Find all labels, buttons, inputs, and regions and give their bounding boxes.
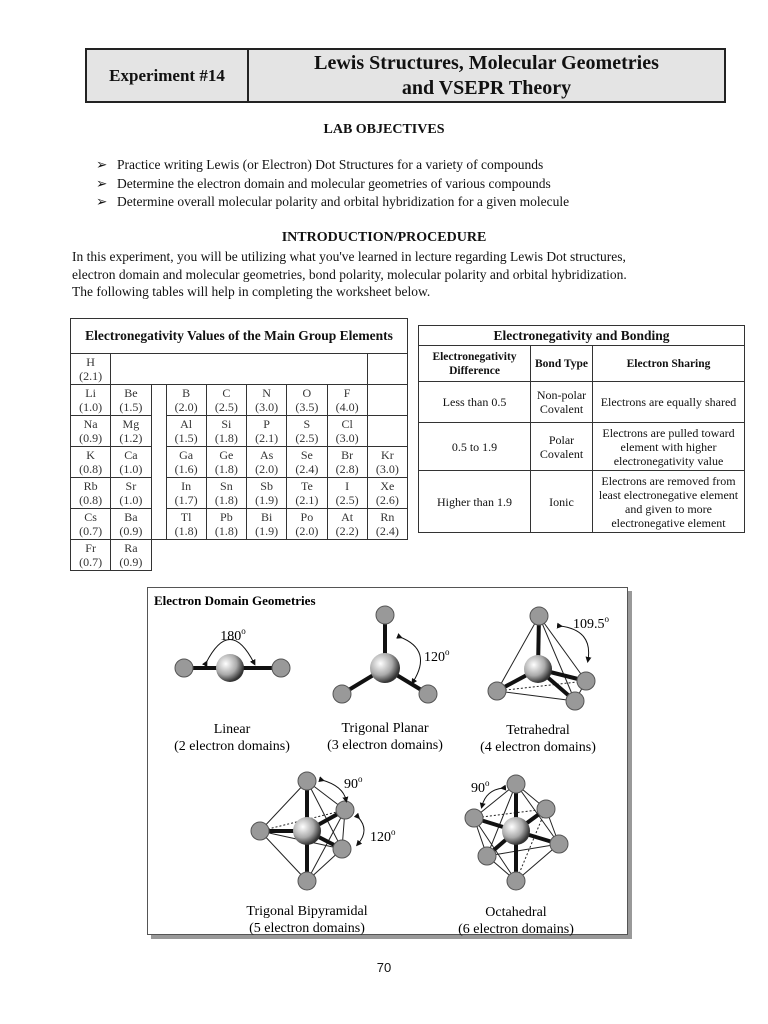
element-cell [327,509,367,540]
element-symbol: Ge [219,448,234,462]
element-cell [247,385,287,416]
column-header: Bond Type [531,346,593,382]
element-symbol: Ga [179,448,194,462]
element-electronegativity: (3.0) [375,462,399,476]
geometry-name: Octahedral [485,905,547,920]
element-cell [327,385,367,416]
element-symbol: B [182,386,191,400]
angle-label: 90$^o$ [471,778,490,796]
page-number: 70 [376,960,392,975]
table-cell: Ionic [531,471,593,533]
experiment-title [249,50,724,101]
element-electronegativity: (1.6) [174,462,198,476]
element-symbol: O [302,386,312,400]
arrow-bullet-icon: ➢ [96,176,108,191]
element-symbol: In [181,479,192,493]
geometry-domains: (5 electron domains) [249,921,365,936]
element-electronegativity: (2.1) [295,493,319,507]
table-cell: Polar Covalent [531,423,593,471]
element-electronegativity: (1.9) [255,493,279,507]
element-symbol: S [303,417,311,431]
element-symbol: Be [124,386,138,400]
intro-paragraph: In this experiment, you will be utilizing what you've learned in lecture regarding Lewis Dot structures, electron domain and molecular geometries, bond polarity, molecular polarity and orbital hybridization. The following tables will help in completing the worksheet below. [72,249,627,299]
element-electronegativity: (0.9) [119,555,143,569]
table-row [71,416,408,447]
element-cell [166,478,206,509]
element-symbol: K [86,448,95,462]
element-electronegativity: (2.4) [295,462,319,476]
element-symbol: Te [300,479,313,493]
element-cell [71,416,111,447]
element-electronegativity: (0.8) [79,462,103,476]
geometry-name: Linear [213,722,251,737]
element-electronegativity: (2.6) [375,493,399,507]
element-symbol: Bi [260,510,273,524]
element-cell [287,509,327,540]
table-row [71,540,408,571]
element-cell [247,416,287,447]
element-electronegativity: (2.1) [79,369,103,383]
element-symbol: Br [341,448,354,462]
table-cell: Electrons are equally shared [593,382,745,423]
element-cell [166,385,206,416]
element-electronegativity: (2.5) [214,400,238,414]
electronegativity-bonding-table [418,325,745,533]
objective-item: ➢ Determine overall molecular polarity and orbital hybridization for a given molecule [96,194,570,209]
element-electronegativity: (1.9) [255,524,279,538]
element-symbol: Fr [85,541,96,555]
element-cell [111,447,151,478]
element-cell [111,540,151,571]
element-symbol: Ca [124,448,138,462]
table-title: Electronegativity and Bonding [419,326,745,346]
element-electronegativity: (3.0) [335,431,359,445]
element-electronegativity: (1.5) [119,400,143,414]
element-cell [287,385,327,416]
element-symbol: Sn [220,479,233,493]
table-row [71,354,408,385]
element-electronegativity: (0.8) [79,493,103,507]
element-symbol: Al [180,417,193,431]
element-symbol: Ra [124,541,138,555]
element-symbol: Cl [341,417,353,431]
element-cell [71,447,111,478]
element-symbol: Sr [125,479,137,493]
element-electronegativity: (3.5) [295,400,319,414]
element-electronegativity: (3.0) [255,400,279,414]
element-electronegativity: (1.5) [174,431,198,445]
element-symbol: Kr [381,448,394,462]
column-header-row [419,346,745,382]
lab-objectives-heading: LAB OBJECTIVES [323,122,445,137]
element-symbol: Se [300,448,313,462]
geometry-name: Trigonal Bipyramidal [246,904,368,919]
element-cell [287,447,327,478]
experiment-number: Experiment #14 [87,50,249,101]
table-cell: 0.5 to 1.9 [419,423,531,471]
geometries-title: Electron Domain Geometries [154,593,316,608]
table-row [419,382,745,423]
element-electronegativity: (2.4) [375,524,399,538]
element-symbol: Pb [220,510,233,524]
element-symbol: Ba [124,510,138,524]
element-symbol: At [341,510,354,524]
element-cell [71,385,111,416]
element-cell [327,478,367,509]
arrow-bullet-icon: ➢ [96,157,108,172]
objective-item: ➢ Practice writing Lewis (or Electron) Dot Structures for a variety of compounds [96,157,544,172]
table-title-row [419,326,745,346]
linear-geometry [174,626,290,754]
element-cell [71,509,111,540]
element-electronegativity: (2.5) [335,493,359,507]
element-symbol: F [343,386,351,400]
element-symbol: I [345,479,350,493]
table-title-row [71,319,408,354]
element-electronegativity: (2.0) [174,400,198,414]
element-electronegativity: (1.2) [119,431,143,445]
geometry-name: Tetrahedral [506,723,570,738]
element-cell [287,478,327,509]
element-electronegativity: (1.0) [119,493,143,507]
element-electronegativity: (2.1) [255,431,279,445]
element-symbol: P [263,417,270,431]
element-electronegativity: (1.8) [214,462,238,476]
table-cell: Electrons are pulled toward element with higher electronegativity value [593,423,745,471]
element-cell [111,478,151,509]
element-cell [206,509,246,540]
trigonal-planar-geometry [327,606,450,753]
element-electronegativity: (1.0) [79,400,103,414]
tetrahedral-geometry [480,607,609,755]
element-cell [247,447,287,478]
element-cell [206,385,246,416]
experiment-header [85,48,726,103]
title-line-1: Lewis Structures, Molecular Geometries [314,51,659,74]
trigonal-bipyramidal-geometry [246,772,396,936]
element-electronegativity: (2.0) [295,524,319,538]
element-electronegativity: (1.8) [214,493,238,507]
geometry-domains: (6 electron domains) [458,922,574,936]
element-symbol: Si [221,417,232,431]
element-electronegativity: (2.8) [335,462,359,476]
table-row [71,447,408,478]
element-cell [367,447,407,478]
objective-item: ➢ Determine the electron domain and molecular geometries of various compounds [96,176,551,191]
element-cell [71,540,111,571]
table-cell: Less than 0.5 [419,382,531,423]
element-cell [111,385,151,416]
element-symbol: C [222,386,231,400]
table-row [71,478,408,509]
element-electronegativity: (1.8) [174,524,198,538]
element-cell [247,478,287,509]
element-symbol: Sb [260,479,273,493]
geometry-name: Trigonal Planar [341,721,429,736]
octahedral-geometry [458,775,574,936]
intro-heading: INTRODUCTION/PROCEDURE [281,230,487,245]
element-cell [367,509,407,540]
table-cell: Higher than 1.9 [419,471,531,533]
element-symbol: Rb [83,479,98,493]
table-row [419,423,745,471]
element-cell [327,447,367,478]
element-cell [166,447,206,478]
element-electronegativity: (0.9) [79,431,103,445]
element-cell [111,509,151,540]
title-line-2: and VSEPR Theory [401,76,572,99]
element-electronegativity: (1.8) [214,431,238,445]
geometry-domains: (2 electron domains) [174,739,290,754]
element-cell [71,478,111,509]
table-row [419,471,745,533]
electronegativity-table [70,318,408,571]
element-cell [111,416,151,447]
element-symbol: Mg [122,417,140,431]
element-cell [206,478,246,509]
element-cell [367,478,407,509]
element-symbol: Po [300,510,314,524]
element-symbol: H [86,355,95,369]
arrow-bullet-icon: ➢ [96,194,108,209]
element-electronegativity: (2.0) [255,462,279,476]
angle-label: 120$^o$ [370,827,396,845]
element-cell [287,416,327,447]
element-symbol: Rn [380,510,395,524]
element-symbol: Tl [180,510,192,524]
element-cell [206,416,246,447]
table-cell: Non-polar Covalent [531,382,593,423]
geometry-domains: (3 electron domains) [327,738,443,753]
element-electronegativity: (0.7) [79,524,103,538]
element-electronegativity: (2.2) [335,524,359,538]
element-symbol: Xe [380,479,395,493]
element-electronegativity: (1.8) [214,524,238,538]
angle-label: 120$^o$ [424,647,450,665]
element-electronegativity: (2.5) [295,431,319,445]
element-electronegativity: (1.0) [119,462,143,476]
element-cell [71,354,111,385]
element-symbol: N [262,386,271,400]
element-electronegativity: (4.0) [335,400,359,414]
element-cell [327,416,367,447]
element-cell [206,447,246,478]
table-row [71,509,408,540]
element-electronegativity: (0.7) [79,555,103,569]
element-electronegativity: (0.9) [119,524,143,538]
element-symbol: Li [85,386,96,400]
table-cell: Electrons are removed from least electronegative element and given to more electronegative element [593,471,745,533]
element-symbol: As [259,448,274,462]
electron-domain-geometries-figure [147,587,628,935]
geometry-domains: (4 electron domains) [480,740,596,755]
angle-label: 109.5$^o$ [573,614,609,632]
column-header: Electron Sharing [593,346,745,382]
angle-label: 90$^o$ [344,774,363,792]
element-cell [247,509,287,540]
table-row [71,385,408,416]
angle-label: 180$^o$ [220,626,246,644]
element-symbol: Na [83,417,98,431]
element-symbol: Cs [84,510,97,524]
table-title: Electronegativity Values of the Main Group Elements [71,319,408,354]
element-cell [166,509,206,540]
element-electronegativity: (1.7) [174,493,198,507]
element-cell [166,416,206,447]
column-header: Electronegativity Difference [419,346,531,382]
